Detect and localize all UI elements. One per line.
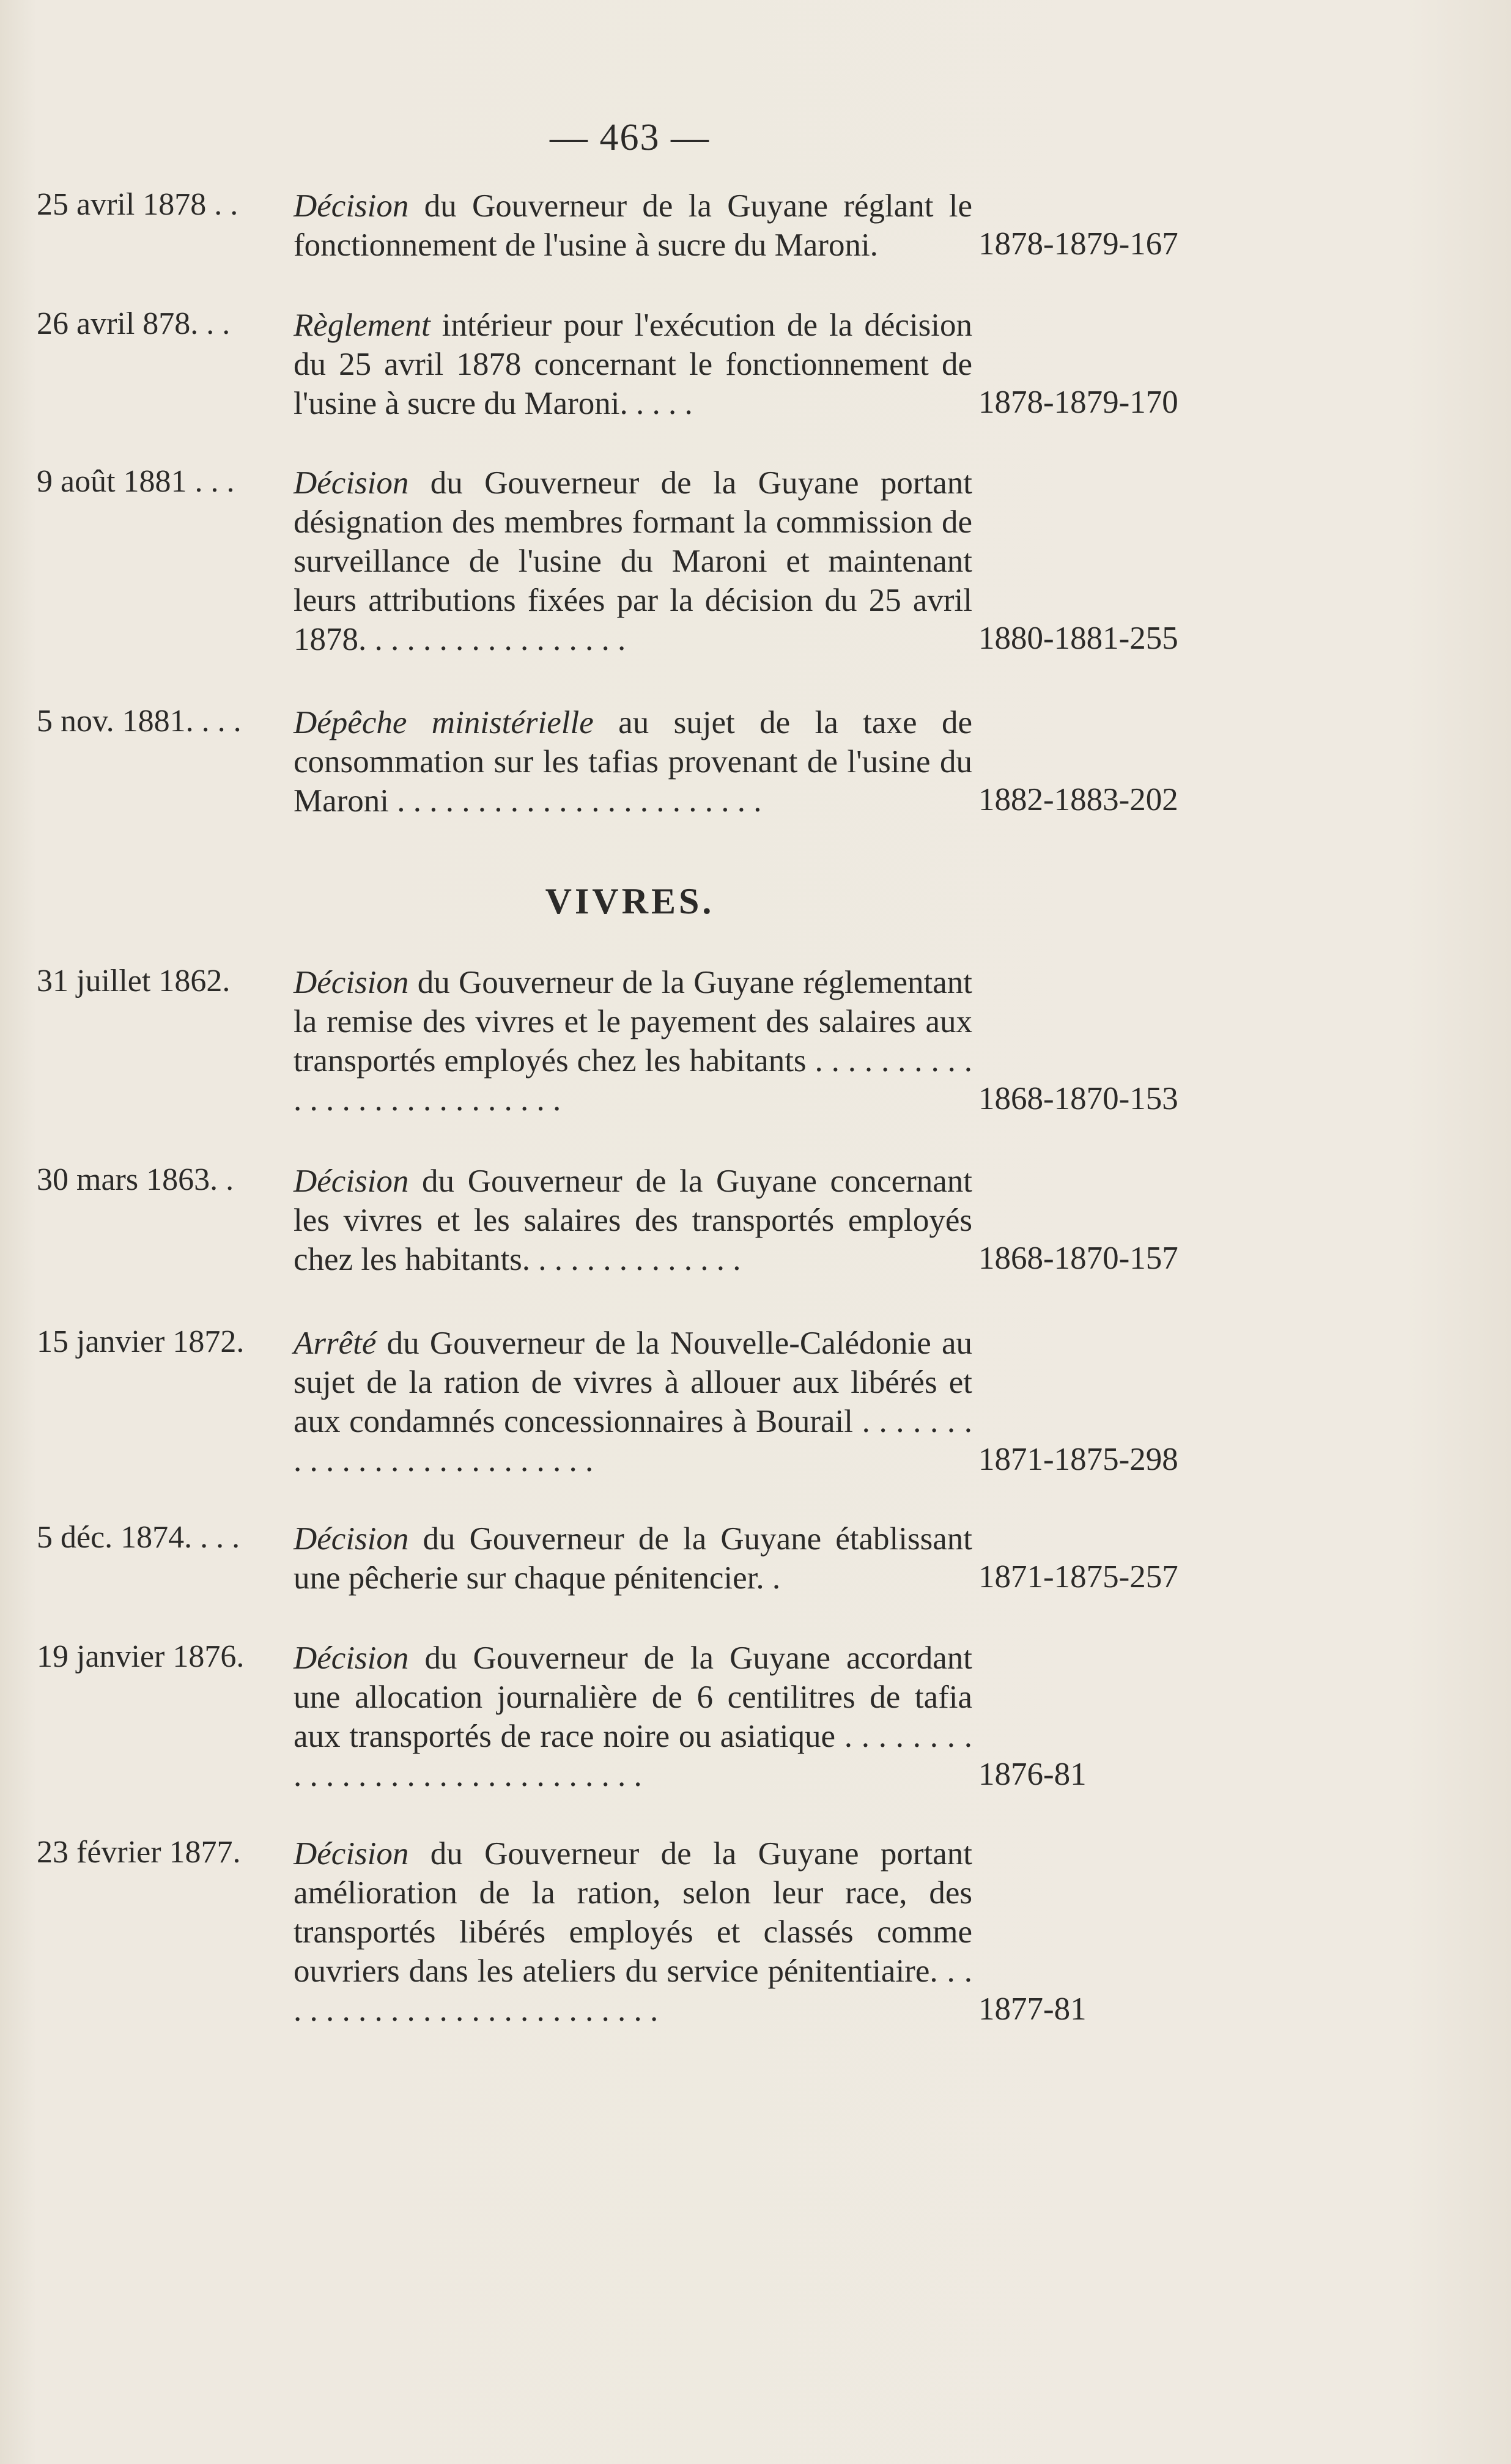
entry-reference: 1876-81 [978,1757,1087,1792]
entry-text [294,703,972,821]
entry-lead: Arrêté [294,1326,377,1361]
entry-text [294,306,972,423]
entry-lead: Décision [294,965,409,1000]
entry-text [294,1324,972,1480]
entry-body: intérieur pour l'exécution de la décision du 25 avril 1878 concernant le fonctionnement de l'usine à sucre du Maroni. . . . . [294,308,972,421]
entry-text [294,1519,972,1598]
entry-date: 15 janvier 1872. [37,1324,245,1359]
page-number: — 463 — [550,117,710,158]
entry-date: 30 mars 1863. . [37,1162,234,1197]
entry-lead: Dépêche ministérielle [294,705,594,740]
entry-reference: 1878-1879-170 [978,385,1178,420]
entry-reference: 1871-1875-257 [978,1559,1178,1595]
entry-body: du Gouverneur de la Guyane accordant une allocation journalière de 6 centilitres de tafia aux transportés de race noire ou asiatique . . . . . . . . . . . . . . . . . . . . . . . . . . . . . . [294,1640,972,1793]
entry-body: du Gouverneur de la Guyane établissant une pêcherie sur chaque pénitencier. . [294,1521,972,1596]
entry-lead: Règlement [294,308,430,343]
entry-reference: 1882-1883-202 [978,782,1178,817]
entry-body: du Gouverneur de la Guyane concernant les vivres et les salaires des transportés employés chez les habitants. . . . . . . . . . . . . . [294,1164,972,1277]
entry-reference: 1868-1870-157 [978,1241,1178,1276]
entry-body: du Gouverneur de la Guyane portant désignation des membres formant la commission de surveillance de l'usine du Maroni et maintenant leurs attributions fixées par la décision du 25 avril 1878. . . . . . . . . . . . . . . . . [294,465,972,657]
entry-body: au sujet de la taxe de consommation sur les tafias provenant de l'usine du Maroni . . . . . . . . . . . . . . . . . . . . . . . [294,705,972,819]
entry-text [294,186,972,265]
entry-body: du Gouverneur de la Guyane réglementant la remise des vivres et le payement des salaires aux transportés employés chez les habitants . . . . . . . . . . . . . . . . . . . . . . . . . . . [294,965,972,1118]
entry-text [294,1639,972,1795]
entry-date: 19 janvier 1876. [37,1639,245,1674]
entry-lead: Décision [294,188,409,224]
entry-date: 25 avril 1878 . . [37,187,238,222]
entry-date: 5 déc. 1874. . . . [37,1520,240,1555]
entry-body: du Gouverneur de la Nouvelle-Calédonie au sujet de la ration de vivres à allouer aux libérés et aux condamnés concessionnaires à Bourail . . . . . . . . . . . . . . . . . . . . . . . . . . [294,1326,972,1478]
entry-date: 9 août 1881 . . . [37,464,235,499]
entry-date: 23 février 1877. [37,1835,241,1870]
entry-lead: Décision [294,465,409,501]
entry-reference: 1878-1879-167 [978,226,1178,262]
entry-text [294,963,972,1119]
entry-text [294,463,972,659]
entry-date: 26 avril 878. . . [37,306,231,341]
entry-reference: 1871-1875-298 [978,1442,1178,1477]
entry-lead: Décision [294,1164,409,1199]
entry-text [294,1162,972,1279]
section-title: VIVRES. [545,881,715,921]
entry-body: du Gouverneur de la Guyane réglant le fonctionnement de l'usine à sucre du Maroni. [294,188,972,263]
entry-reference: 1877-81 [978,1991,1087,2027]
entry-date: 31 juillet 1862. [37,964,231,998]
entry-date: 5 nov. 1881. . . . [37,704,242,739]
entry-lead: Décision [294,1521,409,1557]
entry-reference: 1880-1881-255 [978,621,1178,656]
entry-lead: Décision [294,1640,409,1676]
entry-text [294,1834,972,2030]
entry-reference: 1868-1870-153 [978,1081,1178,1116]
entry-body: du Gouverneur de la Guyane portant amélioration de la ration, selon leur race, des transportés libérés employés et classés comme ouvriers dans les ateliers du service pénitentiaire. . . . . . . . . . . . . . . . . . . . . . . . . . [294,1836,972,2028]
entry-lead: Décision [294,1836,409,1872]
